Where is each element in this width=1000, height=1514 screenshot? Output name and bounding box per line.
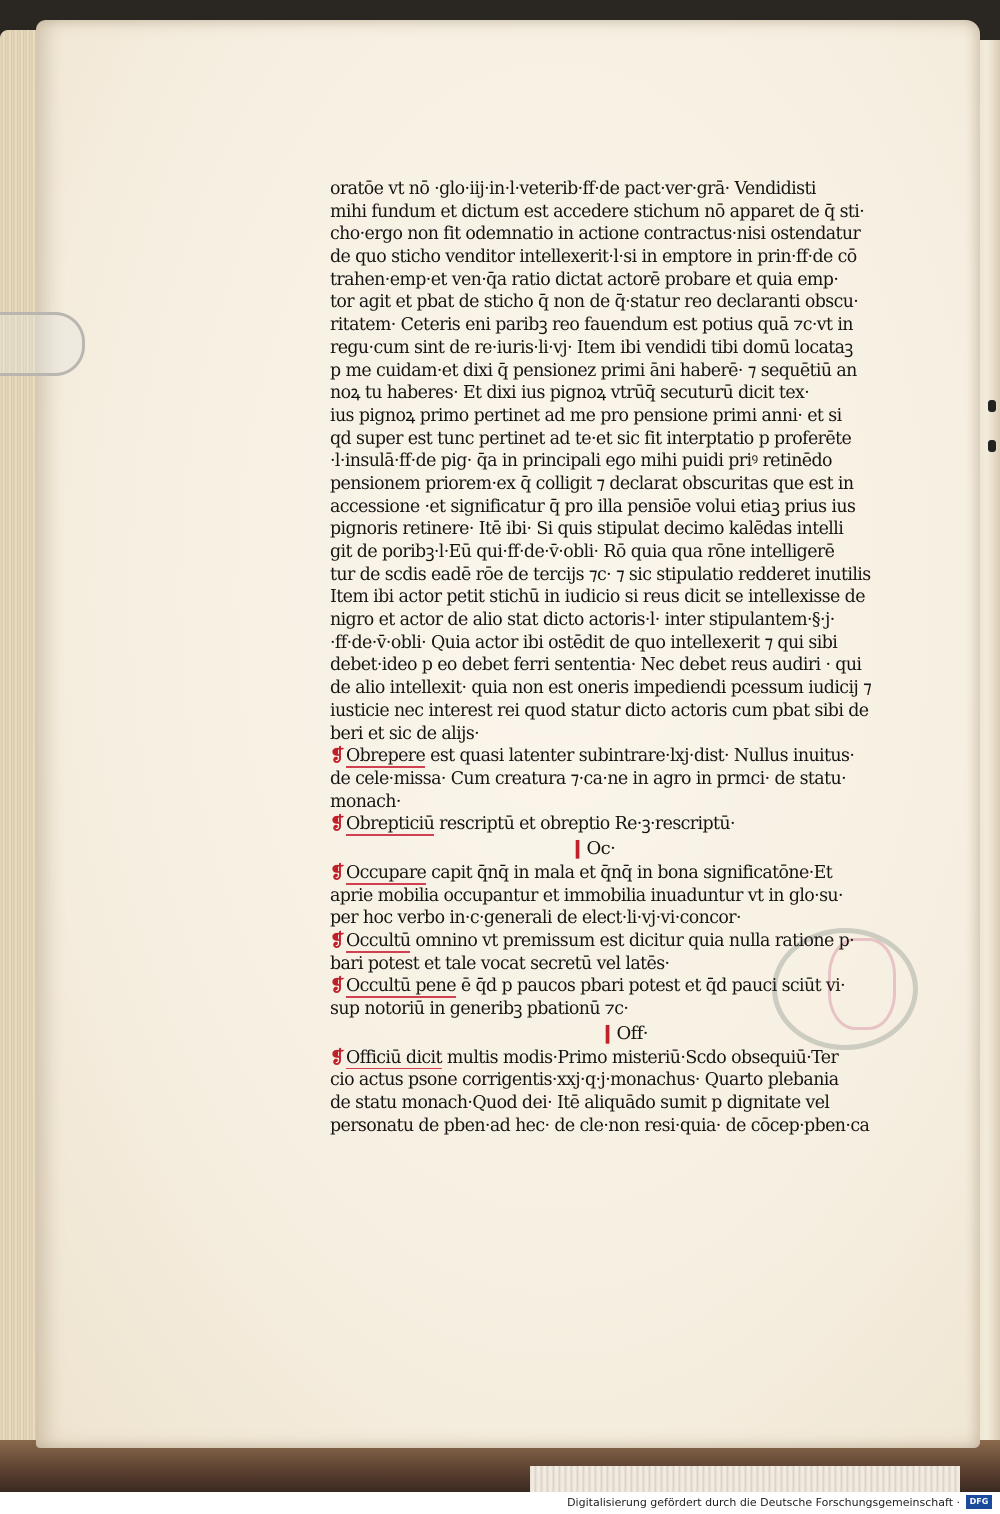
- entry-officium: [330, 1047, 908, 1138]
- text-line: debet̄·ideo p eo debet ferri sententia· Nec debet reus audiri · qui: [330, 655, 862, 676]
- rubric-pilcrow-icon: ❡: [330, 931, 344, 951]
- text-line: tor agit et pbat de sticho q̄ non de q̄·statur reo declaranti obscu·: [330, 292, 859, 313]
- text-column: [330, 178, 908, 1138]
- entry-first-line: [330, 975, 908, 998]
- entry-obrepere: [330, 745, 908, 813]
- rubric-pilcrow-icon: ❡: [330, 746, 344, 767]
- entry-headword: Obrepere: [345, 746, 426, 767]
- text-line: trahen·emp·et ven·q̄a ratio dictat actorē probare et quia emp·: [330, 269, 839, 290]
- text-line: de quo sticho venditor intellexerit·l·si in emptore in prin·ff·de cō: [330, 247, 857, 268]
- entry-headword: Obrepticiū: [345, 814, 435, 835]
- entry-occultum: [330, 930, 908, 975]
- entry-headword: Occupare: [345, 862, 427, 883]
- red-paragraph-mark-icon: ❙: [600, 1022, 615, 1044]
- text-line: noꝝ tu haberes· Et dixi ius pignoꝝ vtrūq̄ secuturū dicit tex·: [330, 383, 810, 404]
- facing-page-ink-mark: [988, 440, 996, 452]
- text-line: ritatem· Ceteris eni paribꝫ reo fauendum est potius quā ⁊c·vt in: [330, 315, 853, 336]
- rubric-pilcrow-icon: ❡: [330, 814, 344, 835]
- text-line: nigro et actor de alio stat̄ dicto actoris·l· inter stipulantem·§·j·: [330, 610, 835, 631]
- entry-text: ē q̄d p paucos pbari potest et q̄d pauci sciūt vi·: [455, 976, 846, 997]
- text-line: iusticie nec interest rei quod statur dicto actoris cum pbat sibi de: [330, 700, 869, 721]
- entry-first-line: [330, 813, 908, 836]
- main-paragraph: [330, 178, 908, 745]
- text-line: git̄ de poribꝫ·l·Eū qui·ff·de·v̄·obli· Rō quia qua rōne intelligerē: [330, 542, 835, 562]
- text-line: de statu monach·Quod dei· Itē aliquādo sumit̄ p dignitate vel: [330, 1093, 830, 1114]
- text-line: qd super est tunc pertinet ad te·et sic fit interptatio p proferēte: [330, 428, 852, 449]
- text-line: accessione ·et significatur q̄ pro illa pensiōe volui etiaꝫ prius ius: [330, 496, 856, 517]
- text-line: personatu de pben·ad hec· de cle·non resi·quia· de cōcep·pben·ca: [330, 1115, 870, 1136]
- text-line: tur de scdis eadē rōe de tercijs ⁊c· ⁊ sic stipulatio redderet inutilis: [330, 564, 871, 585]
- entry-headword: Officiū dicit̄: [345, 1047, 442, 1068]
- entry-text: capit̄ q̄nq̄ in mala et q̄nq̄ in bona significatōne·Et: [426, 862, 833, 883]
- section-heading-text: Oc·: [586, 837, 616, 859]
- text-line: monach·: [330, 791, 401, 812]
- rubric-pilcrow-icon: ❡: [330, 1047, 344, 1068]
- dfg-logo-icon: DFG: [966, 1495, 992, 1509]
- facing-page-ink-mark: [988, 400, 996, 412]
- footer-bar: [0, 1492, 1000, 1514]
- entry-occultum-pene: [330, 975, 908, 1020]
- entry-obrepticium: [330, 813, 908, 836]
- entry-headword: Occultū: [345, 931, 411, 951]
- entry-first-line: [330, 930, 908, 953]
- text-line: bari potest et tale vocat̄ secretū vel latēs·: [330, 953, 670, 974]
- entry-occupare: [330, 862, 908, 930]
- funding-credit: Digitalisierung gefördert durch die Deutsche Forschungsgemeinschaft ·: [567, 1496, 960, 1509]
- entry-text: multis modis·Primo misteriū·Scd̄o obsequiū·Ter: [441, 1047, 839, 1068]
- text-line: per hoc verbo in·c·generali de elect·li·vj·vi·concor·: [330, 908, 741, 929]
- text-line: cio actus psone corrigentis·xxj·q·j·monachus· Quarto plebania: [330, 1070, 839, 1091]
- entry-headword: Occultū pene: [345, 976, 456, 997]
- entry-text: est quasi latenter subintrare·lxj·dist· Nullus inuitus·: [425, 746, 855, 767]
- text-line: aprie mobilia occupantur et immobilia inuaduntur vt in glo·su·: [330, 885, 843, 906]
- text-line: Item ibi actor petit stichū in iudicio si reus dicit se intellexisse de: [330, 587, 865, 608]
- binding-fabric: [530, 1466, 960, 1492]
- entry-first-line: [330, 745, 908, 768]
- text-line: pensionem priorem·ex q̄ colligit̄ ⁊ declarat̄ obscuritas que est in: [330, 473, 854, 494]
- text-line: ·ff·de·v̄·obli· Quia actor ibi ostēdit de quo intellexerit ⁊ qui sibi: [330, 632, 838, 653]
- text-line: ·l·insulā·ff·de pig· q̄a in principali ego mihi puidi priꝰ retinēdo: [330, 451, 832, 472]
- text-line: sup notoriū in generibꝫ pbationū ⁊c·: [330, 999, 629, 1020]
- text-line: cho·ergo non fit odemnatio in actione contractus·nisi ostendatur: [330, 224, 861, 245]
- section-heading-oc: [330, 836, 908, 862]
- text-line: de alio intellexit· quia non est oneris impediendi pcessum iudicij ⁊: [330, 678, 872, 699]
- entry-first-line: [330, 1047, 908, 1070]
- text-line: beri et sic de alijs·: [330, 723, 480, 744]
- text-line: p me cuidam·et dixi q̄ pensionez primi āni haberē· ⁊ sequētiū an: [330, 360, 857, 381]
- section-heading-off: [330, 1021, 908, 1047]
- rubric-pilcrow-icon: ❡: [330, 862, 344, 883]
- entry-first-line: [330, 862, 908, 885]
- rubric-pilcrow-icon: ❡: [330, 976, 344, 997]
- red-paragraph-mark-icon: ❙: [570, 837, 585, 859]
- text-line: de cele·missa· Cum creatura ⁊·ca·ne in agro in prmci· de statu·: [330, 768, 846, 789]
- section-heading-text: Off·: [616, 1022, 648, 1044]
- text-line: regu·cum sint de re·iuris·li·vj· Item ibi vendidi tibi domū locataꝫ: [330, 337, 853, 358]
- entry-text: rescriptū et obreptio Re·ꝫ·rescriptū·: [434, 814, 735, 835]
- entry-text: omnino vt premissum est dicitur quia nulla ratione p·: [410, 931, 855, 951]
- text-line: pignoris retinere· Itē ibi· Si quis stipulat̄ decimo kalēdas intelli: [330, 519, 844, 540]
- text-line: ius pignoꝝ primo pertinet ad me pro pensione primi anni· et si: [330, 405, 842, 426]
- page-clip: [0, 312, 85, 376]
- text-line: mihi fundum et dictum est accedere stichum nō apparet de q̄ sti·: [330, 201, 865, 222]
- text-line: oratōe vt nō ·glo·iij·in·l·veterib·ff·de pact·ver·grā· Vendidisti: [330, 179, 816, 199]
